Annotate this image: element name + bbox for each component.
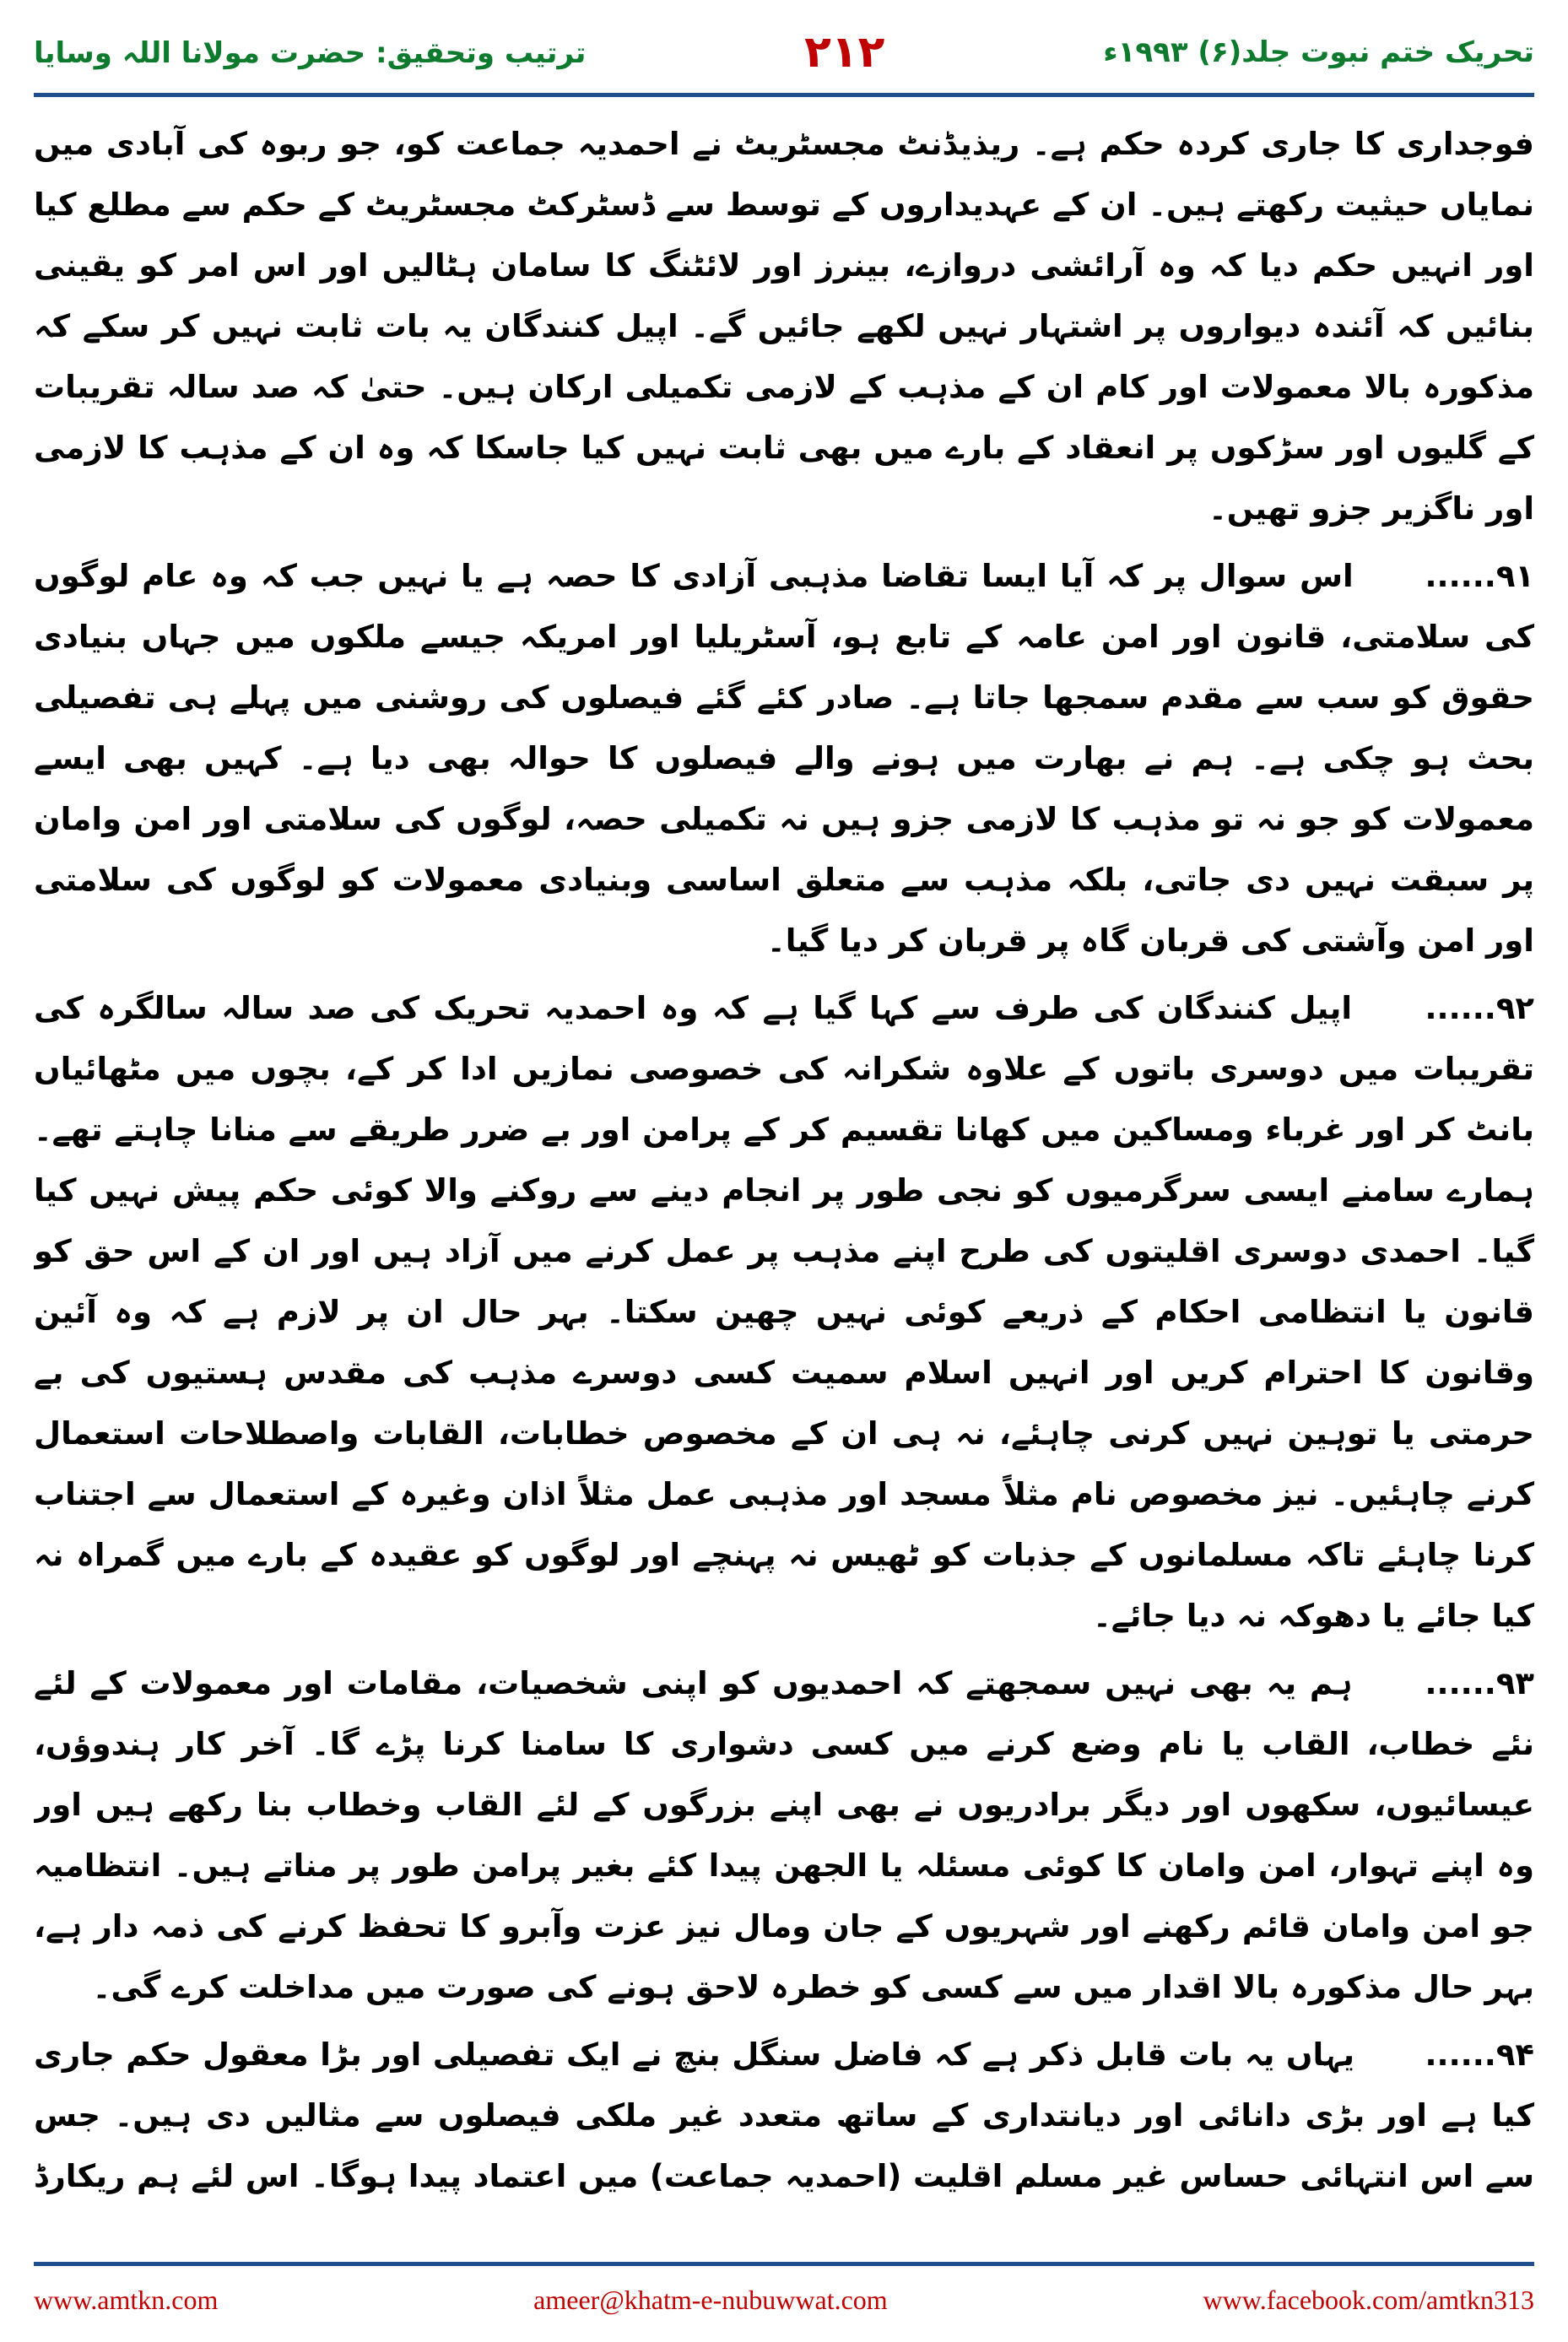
paragraph-93 — [34, 1653, 1534, 2018]
footer-facebook-link[interactable]: www.facebook.com/amtkn313 — [1203, 2284, 1534, 2315]
paragraph-number: ۹۳...... — [1425, 1665, 1534, 1701]
footer-website-link[interactable]: www.amtkn.com — [34, 2284, 219, 2315]
footer-email-link[interactable]: ameer@khatm-e-nubuwwat.com — [533, 2284, 888, 2315]
footer-divider — [34, 2262, 1534, 2266]
paragraph-number: ۹۱...... — [1425, 558, 1534, 594]
header-compiler: ترتیب وتحقیق: حضرت مولانا اللہ وسایا — [34, 35, 587, 70]
paragraph-text: یہاں یہ بات قابل ذکر ہے کہ فاضل سنگل بنچ نے ایک تفصیلی اور بڑا معقول حکم جاری کیا ہے اور بڑی دانائی اور دیانتداری کے ساتھ متعدد غیر ملکی فیصلوں سے مثالیں دی ہیں۔ جس سے اس انتہائی حساس غیر مسلم اقلیت (احمدیہ جماعت) میں اعتماد پیدا ہوگا۔ اس لئے ہم ریکارڈ — [34, 2036, 1534, 2194]
header-divider — [34, 93, 1534, 97]
paragraph-91 — [34, 546, 1534, 971]
body-text — [34, 114, 1534, 2207]
paragraph-intro: فوجداری کا جاری کردہ حکم ہے۔ ریذیڈنٹ مجسٹریٹ نے احمدیہ جماعت کو، جو ربوہ کی آبادی میں نمایاں حیثیت رکھتے ہیں۔ ان کے عہدیداروں کے توسط سے ڈسٹرکٹ مجسٹریٹ کے حکم سے مطلع کیا اور انہیں حکم دیا کہ وہ آرائشی دروازے، بینرز اور لائٹنگ کا سامان ہٹالیں اور اس امر کو یقینی بنائیں کہ آئندہ دیواروں پر اشتہار نہیں لکھے جائیں گے۔ اپیل کنندگان یہ بات ثابت نہیں کر سکے کہ مذکورہ بالا معمولات اور کام ان کے مذہب کے لازمی تکمیلی ارکان ہیں۔ حتیٰ کہ صد سالہ تقریبات کے گلیوں اور سڑکوں پر انعقاد کے بارے میں بھی ثابت نہیں کیا جاسکا کہ وہ ان کے مذہب کا لازمی اور ناگزیر جزو تھیں۔ — [34, 126, 1534, 527]
paragraph-text: ہم یہ بھی نہیں سمجھتے کہ احمدیوں کو اپنی شخصیات، مقامات اور معمولات کے لئے نئے خطاب، القاب یا نام وضع کرنے میں کسی دشواری کا سامنا کرنا پڑے گا۔ آخر کار ہندوؤں، عیسائیوں، سکھوں اور دیگر برادریوں نے بھی اپنے بزرگوں کے لئے القاب وخطاب بنا رکھے ہیں اور وہ اپنے تہوار، امن وامان کا کوئی مسئلہ یا الجھن پیدا کئے بغیر پرامن طور پر مناتے ہیں۔ انتظامیہ جو امن وامان قائم رکھنے اور شہریوں کے جان ومال نیز عزت وآبرو کا تحفظ کرنے کی ذمہ دار ہے، بہر حال مذکورہ بالا اقدار میں سے کسی کو خطرہ لاحق ہونے کی صورت میں مداخلت کرے گی۔ — [34, 1665, 1534, 2005]
page-header — [34, 19, 1534, 86]
paragraph-number: ۹۲...... — [1425, 990, 1534, 1026]
header-book-title: تحریک ختم نبوت جلد(۶) ۱۹۹۳ء — [1103, 35, 1534, 69]
paragraph-92 — [34, 978, 1534, 1647]
paragraph-text: اس سوال پر کہ آیا ایسا تقاضا مذہبی آزادی کا حصہ ہے یا نہیں جب کہ وہ عام لوگوں کی سلامتی، قانون اور امن عامہ کے تابع ہو، آسٹریلیا اور امریکہ جیسے ملکوں میں جہاں بنیادی حقوق کو سب سے مقدم سمجھا جاتا ہے۔ صادر کئے گئے فیصلوں کی روشنی میں پہلے ہی تفصیلی بحث ہو چکی ہے۔ ہم نے بھارت میں ہونے والے فیصلوں کا حوالہ بھی دیا ہے۔ کہیں بھی ایسے معمولات کو جو نہ تو مذہب کا لازمی جزو ہیں نہ تکمیلی حصہ، لوگوں کی سلامتی اور امن وامان پر سبقت نہیں دی جاتی، بلکہ مذہب سے متعلق اساسی وبنیادی معمولات کو لوگوں کی سلامتی اور امن وآشتی کی قربان گاہ پر قربان کر دیا گیا۔ — [34, 558, 1534, 959]
paragraph-number: ۹۴...... — [1425, 2036, 1534, 2073]
paragraph-94 — [34, 2025, 1534, 2207]
page-number: ۲۱۲ — [804, 27, 885, 78]
paragraph-text: اپیل کنندگان کی طرف سے کہا گیا ہے کہ وہ احمدیہ تحریک کی صد سالہ سالگرہ کی تقریبات میں دوسری باتوں کے علاوہ شکرانہ کی خصوصی نمازیں ادا کر کے، بچوں میں مٹھائیاں بانٹ کر اور غرباء ومساکین میں کھانا تقسیم کر کے پرامن اور بے ضرر طریقے سے منانا چاہتے تھے۔ ہمارے سامنے ایسی سرگرمیوں کو نجی طور پر انجام دینے سے روکنے والا کوئی حکم پیش نہیں کیا گیا۔ احمدی دوسری اقلیتوں کی طرح اپنے مذہب پر عمل کرنے میں آزاد ہیں اور ان کے اس حق کو قانون یا انتظامی احکام کے ذریعے کوئی نہیں چھین سکتا۔ بہر حال ان پر لازم ہے کہ وہ آئین وقانون کا احترام کریں اور انہیں اسلام سمیت کسی دوسرے مذہب کی مقدس ہستیوں کی بے حرمتی یا توہین نہیں کرنی چاہئے، نہ ہی ان کے مخصوص خطابات، القابات واصطلاحات استعمال کرنے چاہئیں۔ نیز مخصوص نام مثلاً مسجد اور مذہبی عمل مثلاً اذان وغیرہ کے استعمال سے اجتناب کرنا چاہئے تاکہ مسلمانوں کے جذبات کو ٹھیس نہ پہنچے اور لوگوں کو عقیدہ کے بارے میں گمراہ نہ کیا جائے یا دھوکہ نہ دیا جائے۔ — [34, 990, 1534, 1634]
page-footer — [34, 2274, 1534, 2325]
